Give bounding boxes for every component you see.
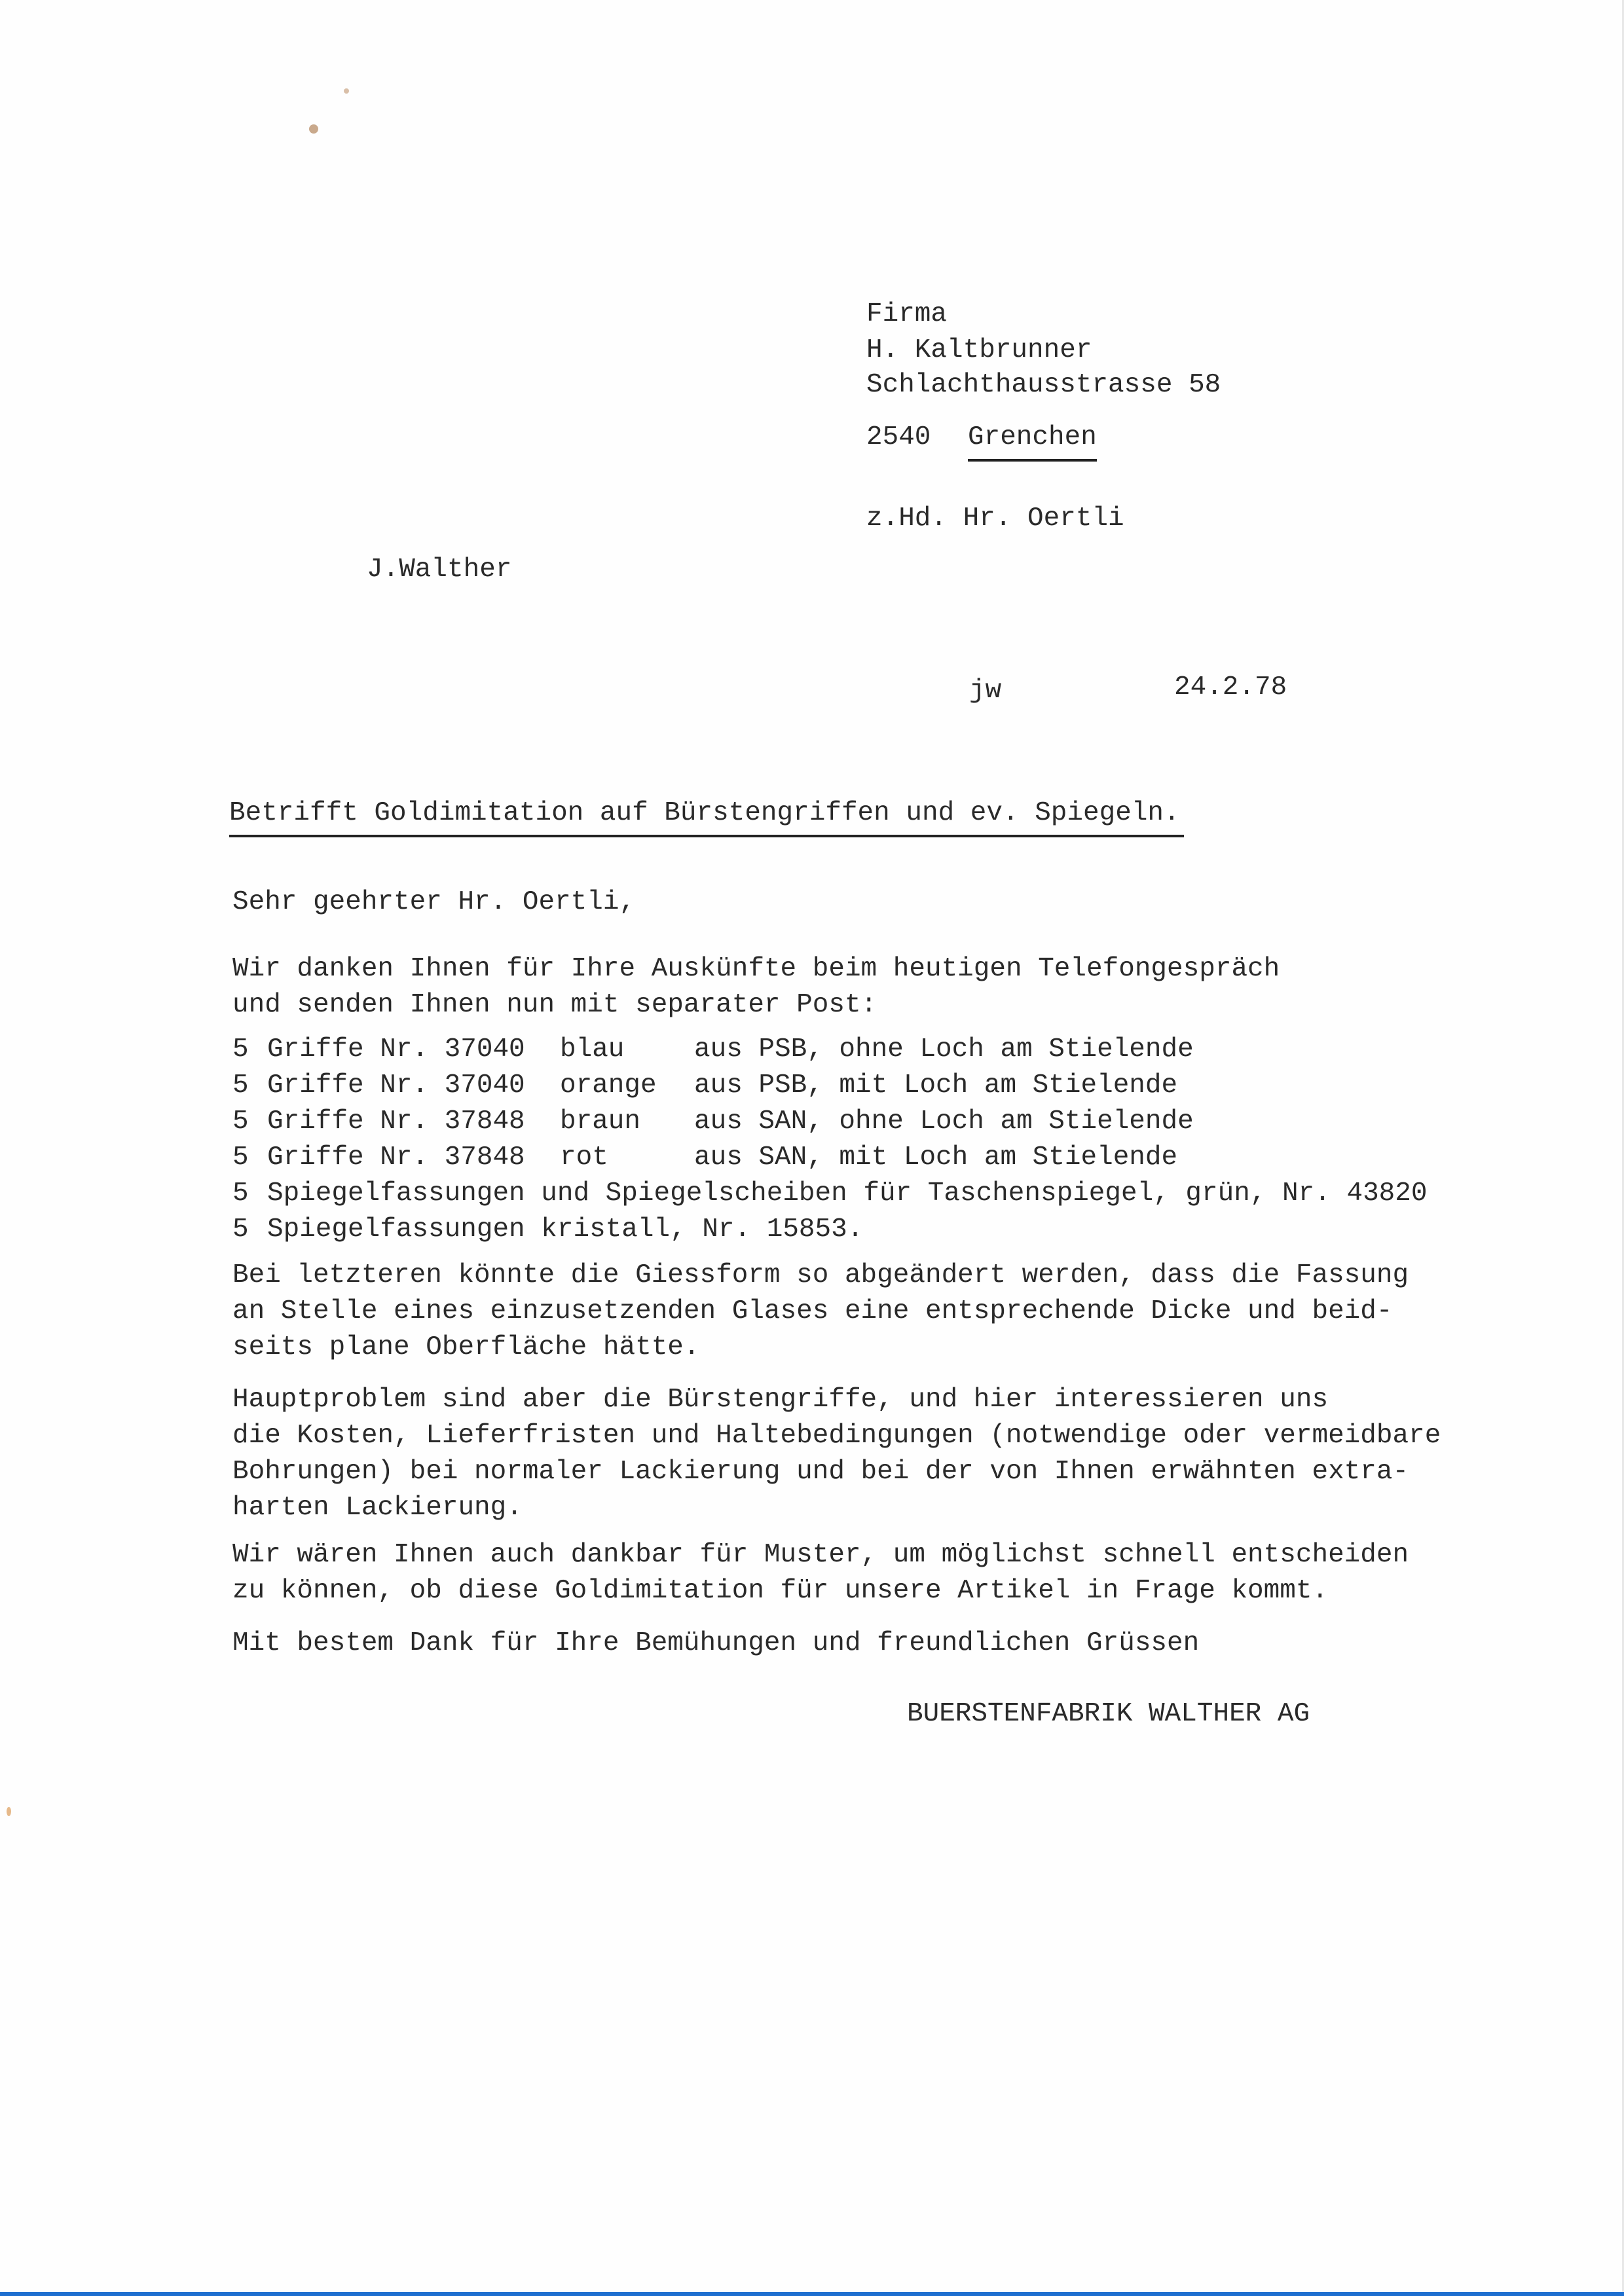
paragraph-1-line-3: seits plane Oberfläche hätte.: [232, 1332, 700, 1362]
recipient-line-2: H. Kaltbrunner: [866, 335, 1092, 365]
sender-name: J.Walther: [367, 555, 512, 585]
letter-date: 24.2.78: [1174, 672, 1287, 702]
salutation: Sehr geehrter Hr. Oertli,: [232, 887, 636, 917]
item-text: Spiegelfassungen und Spiegelscheiben für Taschenspiegel, grün, Nr. 43820: [267, 1178, 1428, 1209]
reference-initials: jw: [969, 676, 1002, 706]
recipient-attention: z.Hd. Hr. Oertli: [866, 503, 1124, 534]
item-description: aus PSB, mit Loch am Stielende: [694, 1070, 1178, 1101]
item-color: rot: [560, 1142, 608, 1173]
item-description: aus SAN, ohne Loch am Stielende: [694, 1106, 1194, 1137]
item-article: Griffe Nr. 37040: [267, 1070, 525, 1101]
intro-line-2: und senden Ihnen nun mit separater Post:: [232, 990, 877, 1020]
intro-line-1: Wir danken Ihnen für Ihre Auskünfte beim heutigen Telefongespräch: [232, 954, 1280, 984]
paragraph-3-line-2: zu können, ob diese Goldimitation für unsere Artikel in Frage kommt.: [232, 1576, 1329, 1606]
item-qty: 5: [232, 1106, 249, 1137]
item-qty: 5: [232, 1070, 249, 1101]
paragraph-2-line-2: die Kosten, Lieferfristen und Haltebedingungen (notwendige oder vermeidbare: [232, 1421, 1441, 1451]
recipient-line-1: Firma: [866, 299, 948, 329]
ink-speck: [309, 124, 318, 134]
ink-speck: [344, 88, 349, 94]
company-signature: BUERSTENFABRIK WALTHER AG: [907, 1699, 1310, 1729]
item-qty: 5: [232, 1142, 249, 1173]
recipient-city: Grenchen: [968, 424, 1097, 462]
item-article: Griffe Nr. 37040: [267, 1034, 525, 1065]
item-description: aus SAN, mit Loch am Stielende: [694, 1142, 1178, 1173]
paragraph-2-line-1: Hauptproblem sind aber die Bürstengriffe, und hier interessieren uns: [232, 1385, 1329, 1415]
paragraph-1-line-2: an Stelle eines einzusetzenden Glases eine entsprechende Dicke und beid-: [232, 1296, 1393, 1326]
item-color: braun: [560, 1106, 641, 1137]
closing-line: Mit bestem Dank für Ihre Bemühungen und freundlichen Grüssen: [232, 1628, 1200, 1658]
recipient-postal-code: 2540: [866, 422, 931, 452]
paragraph-3-line-1: Wir wären Ihnen auch dankbar für Muster, um möglichst schnell entscheiden: [232, 1540, 1409, 1570]
paragraph-2-line-4: harten Lackierung.: [232, 1493, 523, 1523]
ink-speck: [7, 1807, 11, 1816]
item-text: Spiegelfassungen kristall, Nr. 15853.: [267, 1214, 864, 1245]
item-qty: 5: [232, 1214, 249, 1245]
subject-line: Betrifft Goldimitation auf Bürstengriffen und ev. Spiegeln.: [229, 800, 1184, 837]
scan-edge-bar: [0, 2292, 1624, 2296]
item-qty: 5: [232, 1178, 249, 1209]
item-description: aus PSB, ohne Loch am Stielende: [694, 1034, 1194, 1065]
item-qty: 5: [232, 1034, 249, 1065]
paragraph-2-line-3: Bohrungen) bei normaler Lackierung und bei der von Ihnen erwähnten extra-: [232, 1457, 1409, 1487]
item-article: Griffe Nr. 37848: [267, 1106, 525, 1137]
item-article: Griffe Nr. 37848: [267, 1142, 525, 1173]
item-color: orange: [560, 1070, 657, 1101]
item-color: blau: [560, 1034, 625, 1065]
paragraph-1-line-1: Bei letzteren könnte die Giessform so abgeändert werden, dass die Fassung: [232, 1260, 1409, 1290]
recipient-line-3: Schlachthausstrasse 58: [866, 370, 1221, 400]
